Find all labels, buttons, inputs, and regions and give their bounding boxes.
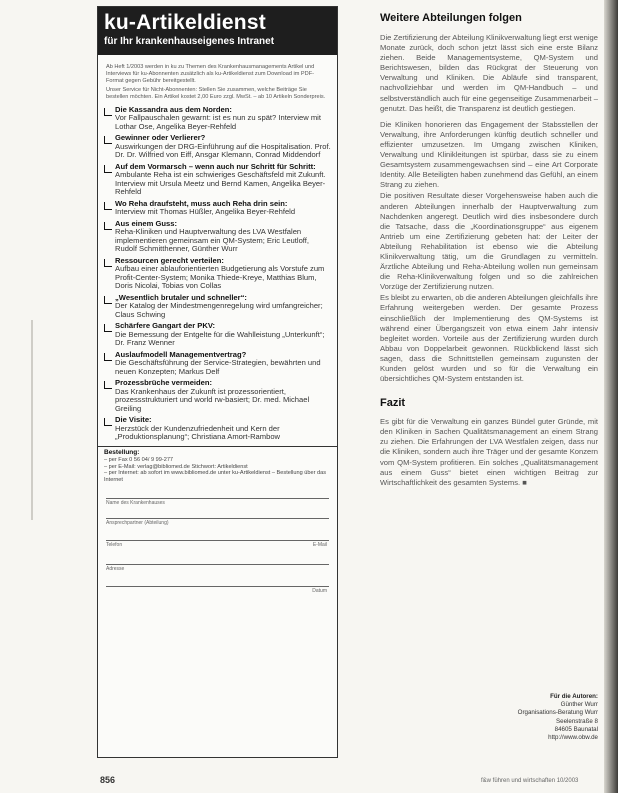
checkbox-icon[interactable] bbox=[104, 381, 112, 389]
article-title: Die Kassandra aus dem Norden: bbox=[115, 104, 232, 114]
order-line: – per Internet: ab sofort im www.bibliomed.de unter ku-Artikeldienst – Bestellung über das Internet bbox=[104, 470, 327, 484]
fazit-paragraph: Es gibt für die Verwaltung ein ganzes Bündel guter Gründe, mit den Kliniken in Sachen Qualitätsmanagement an einem Strang zu ziehen. Die Erfahrungen der LVA Westfalen zeigen, dass nur die Kliniken, sondern auch ihre Träger und der gesamte Konzern vom QM-System profitieren. Ein solches „Qualitätsmanagement aus einem Guss“ bietet einen wichtigen Beitrag zur Wirtschaftlichkeit des gesamten Systems. ■ bbox=[380, 417, 598, 487]
article-title: Auslaufmodell Managementvertrag? bbox=[115, 349, 247, 359]
contact-person-label: Ansprechpartner (Abteilung) bbox=[106, 519, 169, 526]
article-title: Aus einem Guss: bbox=[115, 218, 178, 228]
body-paragraph: Die Zertifizierung der Abteilung Klinikverwaltung liegt erst wenige Monate zurück, doch schon jetzt lässt sich eine erste Bilanz ziehen. Beide Managementsysteme, QM-System und Berichtswesen, bilden das Rückgrat der Steuerung von Verwaltung und Kliniken. Die Abläufe sind transparent, nachvollziehbar und werden im QM-Handbuch – und selbstverständlich auch für eine gegenseitige Zusammenarbeit – genutzt. Das heißt, die Transparenz ist deutlich gestiegen. bbox=[380, 33, 598, 113]
article-description: Interview mit Thomas Hüßler, Angelika Beyer-Rehfeld bbox=[115, 207, 296, 217]
body-paragraph: Es bleibt zu erwarten, ob die anderen Abteilungen gleichfalls ihre Erfahrung weitergeben werden. Der gesamte Prozess einschließlich der Implementierung des QM-Systems ist während einer Übergangszeit von etwa einem Jahr intensiv begleitet worden. Vorteile aus der Zertifizierung wurden durch Abbau von Doppelarbeit gewonnen. Rückblickend lässt sich sagen, dass die Schnittstellen gemeinsam zugunsten der Kunden gelöst wurden und so für die Verwaltung ein übersichtliches QM-System entstanden ist. bbox=[380, 293, 598, 384]
article-checkbox-item[interactable] bbox=[104, 163, 331, 197]
checkbox-icon[interactable] bbox=[104, 136, 112, 144]
article-checkbox-item[interactable] bbox=[104, 220, 331, 254]
article-checkbox-item[interactable] bbox=[104, 351, 331, 377]
article-description: Die Geschäftsführung der Service-Strategien, bewährten und neuen Konzepten; Markus Delf bbox=[115, 358, 321, 376]
checkbox-icon[interactable] bbox=[104, 165, 112, 173]
main-article-column bbox=[380, 12, 598, 489]
article-checkbox-item[interactable] bbox=[104, 200, 331, 217]
address-line: 84605 Baunatal bbox=[554, 725, 598, 733]
article-title: Ressourcen gerecht verteilen: bbox=[115, 255, 224, 265]
date-label: Datum bbox=[312, 587, 327, 594]
address-line: Organisations-Beratung Wurr bbox=[517, 709, 598, 717]
hospital-name-field[interactable] bbox=[106, 498, 329, 499]
article-checkbox-item[interactable] bbox=[104, 134, 331, 160]
article-service-order-form bbox=[97, 6, 338, 758]
banner-tagline: für Ihr krankenhauseigenes Intranet bbox=[104, 36, 275, 47]
book-spine-shadow bbox=[604, 0, 618, 793]
checkbox-icon[interactable] bbox=[104, 222, 112, 230]
checkbox-icon[interactable] bbox=[104, 324, 112, 332]
margin-vertical-text bbox=[28, 320, 36, 520]
address-line: Seelenstraße 8 bbox=[556, 717, 598, 725]
article-description: Vor Fallpauschalen gewarnt: ist es nun zu spät? Interview mit Lothar Ose, Angelika Beyer-Rehfeld bbox=[115, 113, 321, 131]
article-checkbox-item[interactable] bbox=[104, 416, 331, 442]
order-line: – per E-Mail: verlag@bibliomed.de Stichwort: Artikeldienst bbox=[104, 463, 248, 470]
checkbox-icon[interactable] bbox=[104, 202, 112, 210]
checkbox-icon[interactable] bbox=[104, 108, 112, 116]
checkbox-icon[interactable] bbox=[104, 259, 112, 267]
journal-footer: f&w führen und wirtschaften 10/2003 bbox=[481, 778, 579, 784]
date-field[interactable] bbox=[106, 586, 329, 587]
article-title: Auf dem Vormarsch – wenn auch nur Schritt für Schritt: bbox=[115, 161, 316, 171]
intro-paragraph-2: Unser Service für Nicht-Abonnenten: Stellen Sie zusammen, welche Beiträge Sie bestellen möchten. Ein Artikel kostet 2,00 Euro zzgl. MwSt. – ab 10 Artikeln Sonderpreis. bbox=[106, 87, 326, 101]
article-checkbox-item[interactable] bbox=[104, 322, 331, 348]
order-fields bbox=[98, 484, 337, 594]
article-checkbox-item[interactable] bbox=[104, 294, 331, 320]
article-checklist bbox=[98, 104, 337, 442]
intro-paragraph-1: Ab Heft 1/2003 werden in ku zu Themen des Krankenhausmanagements Artikel und Interviews für ku-Abonnenten zusätzlich als ku-Artikeldienst zum Download im PDF-Format gegen Gebühr bereitgestellt. bbox=[106, 64, 315, 84]
checkbox-icon[interactable] bbox=[104, 418, 112, 426]
order-line: – per Fax 0 56 04/ 9 99-277 bbox=[104, 456, 174, 463]
article-description: Die Bemessung der Entgelte für die Wahlleistung „Unterkunft“; Dr. Franz Wenner bbox=[115, 329, 325, 348]
article-checkbox-item[interactable] bbox=[104, 106, 331, 132]
article-description: Reha-Kliniken und Hauptverwaltung des LVA Westfalen implementieren gemeinsam ein QM-System; Eric Leutloff, Rudolf Schmitthenner, Günther Wurr bbox=[115, 227, 309, 254]
ku-artikeldienst-logo: ku-Artikeldienst bbox=[104, 11, 266, 34]
email-label: E-Mail bbox=[312, 541, 327, 548]
article-title: Gewinner oder Verlierer? bbox=[115, 133, 206, 143]
author-address bbox=[380, 693, 598, 742]
article-checkbox-item[interactable] bbox=[104, 257, 331, 291]
article-title: Die Visite: bbox=[115, 415, 152, 425]
address-field[interactable] bbox=[106, 564, 329, 565]
article-description: Der Katalog der Mindestmengenregelung wird umfangreicher; Claus Schwing bbox=[115, 301, 323, 319]
article-title: „Wesentlich brutaler und schneller“: bbox=[115, 292, 247, 302]
order-section bbox=[98, 446, 337, 484]
address-label: Für die Autoren: bbox=[550, 693, 598, 700]
article-description: Ambulante Reha ist ein schwieriges Geschäftsfeld mit Zukunft. Interview mit Ursula Meetz und Bernd Kamen, Angelika Beyer-Rehfeld bbox=[115, 170, 326, 197]
address-label: Adresse bbox=[106, 565, 125, 572]
section-heading: Weitere Abteilungen folgen bbox=[380, 12, 522, 24]
article-title: Prozessbrüche vermeiden: bbox=[115, 378, 213, 388]
article-description: Herzstück der Kundenzufriedenheit und Kern der „Produktionsplanung“; Christiana Amort-Rambow bbox=[115, 423, 281, 442]
fazit-heading: Fazit bbox=[380, 397, 406, 410]
article-checkbox-item[interactable] bbox=[104, 379, 331, 413]
body-paragraph: Die positiven Resultate dieser Vorgehensweise haben auch die anderen Abteilungen innerhalb der Hauptverwaltung zum Nachdenken angeregt. Deutlich wird dies insbesondere durch die Tatsache, dass die „Koordinationsgruppe“ aus eigenem Antrieb um eine Zertifizierung gebeten hat: der Leiter der Abteilung Rehabilitation ist ebenso wie die Abteilung Klinikverwaltung tätig, um die Grundlagen zu vermitteln. Ärztliche Abteilung und Reha-Abteilung wollen nun gemeinsam die Reha-Klinikverwaltung folgen und so die zahlreichen Vorzüge der Zertifizierung nutzen. bbox=[380, 191, 598, 292]
article-title: Wo Reha draufsteht, muss auch Reha drin sein: bbox=[115, 198, 288, 208]
page-number: 856 bbox=[100, 775, 116, 785]
phone-label: Telefon bbox=[106, 541, 123, 548]
address-line[interactable]: http://www.obw.de bbox=[548, 734, 598, 742]
order-heading: Bestellung: bbox=[104, 448, 140, 456]
form-intro bbox=[98, 55, 337, 101]
phone-field[interactable] bbox=[106, 540, 329, 541]
hospital-name-label: Name des Krankenhauses bbox=[106, 499, 165, 506]
checkbox-icon[interactable] bbox=[104, 353, 112, 361]
article-description: Das Krankenhaus der Zukunft ist prozessorientiert, prozessstrukturiert und world rw-basiert; Dr. med. Michael Greiling bbox=[115, 386, 310, 413]
checkbox-icon[interactable] bbox=[104, 296, 112, 304]
article-description: Aufbau einer ablauforientierten Budgetierung als Vorstufe zum Profit-Center-System; Monika Thiede-Kreye, Matthias Blum, Doris Nicolai, Tobias von Collas bbox=[115, 264, 325, 291]
address-line: Günther Wurr bbox=[560, 701, 598, 709]
article-title: Schärfere Gangart der PKV: bbox=[115, 321, 216, 331]
contact-person-field[interactable] bbox=[106, 518, 329, 519]
body-paragraph: Die Kliniken honorieren das Engagement der Stabsstellen der Verwaltung, ihre Anforderungen künftig deutlich schneller und effizienter umzusetzen. Im Umgang zwischen Kliniken, Verwaltung und Klinikleitungen ist spürbar, dass sie zu einem Gesamtsystem zusammengewachsen sind – eine Art Corporate Identity. Alle Beteiligten haben zunehmend das Gefühl, an einem Strang zu ziehen. bbox=[380, 119, 598, 190]
form-banner bbox=[98, 7, 337, 55]
article-description: Auswirkungen der DRG-Einführung auf die Hospitalisation. Prof. Dr. Dr. Wilfried von Eiff, Ansgar Klemann, Conrad Middendorf bbox=[115, 141, 331, 160]
